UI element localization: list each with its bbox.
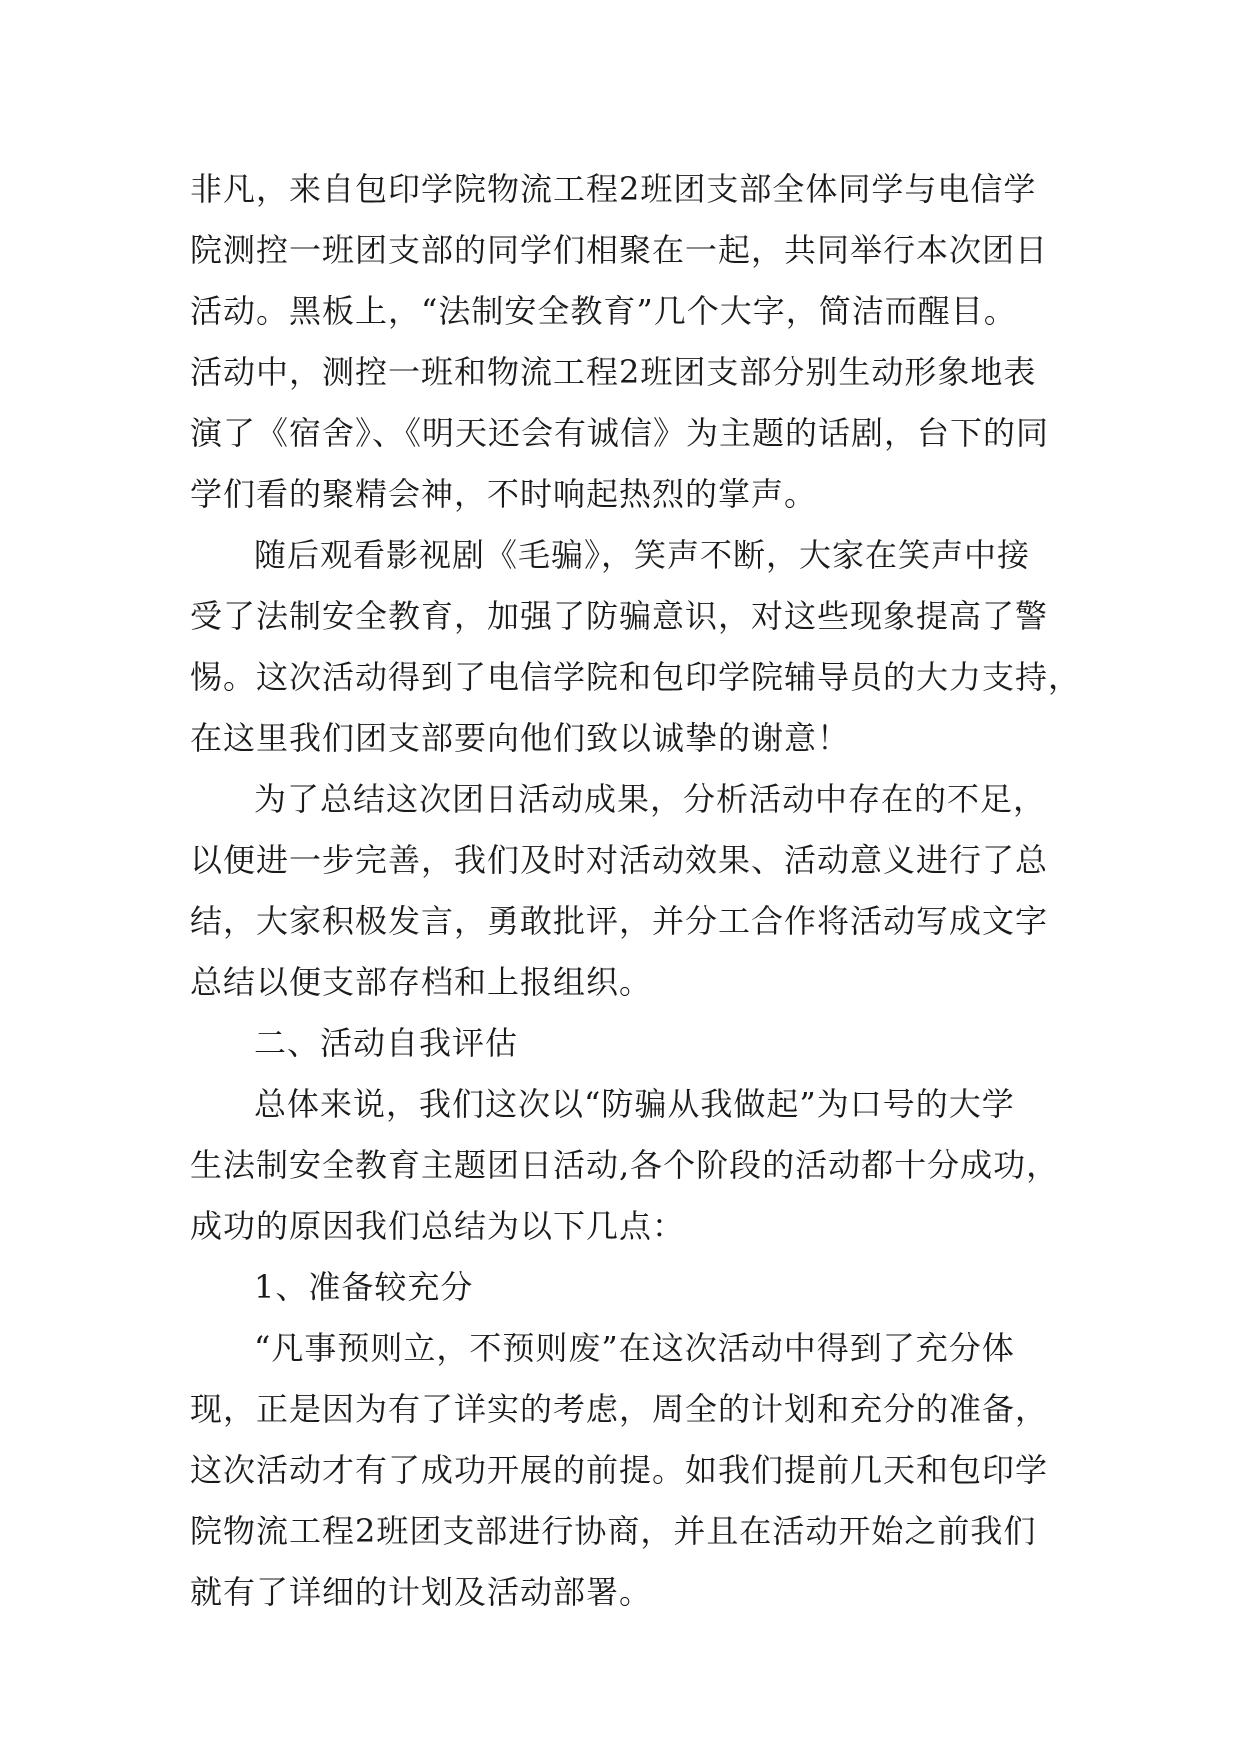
text-line: 为了总结这次团日活动成果，分析活动中存在的不足， xyxy=(254,780,1047,818)
text-line: 活动中，测控一班和物流工程2班团支部分别生动形象地表 xyxy=(190,353,1037,391)
text-line: 二、活动自我评估 xyxy=(254,1024,519,1062)
text-line: 总结以便支部存档和上报组织。 xyxy=(190,963,653,1001)
document-body xyxy=(190,159,1082,1623)
text-line: 院测控一班团支部的同学们相聚在一起，共同举行本次团日 xyxy=(190,231,1049,269)
text-line: 就有了详细的计划及活动部署。 xyxy=(190,1573,653,1611)
text-line: 随后观看影视剧《毛骗》，笑声不断，大家在笑声中接 xyxy=(254,536,1031,574)
text-line: 在这里我们团支部要向他们致以诚挚的谢意！ xyxy=(190,719,851,757)
text-line: 以便进一步完善，我们及时对活动效果、活动意义进行了总 xyxy=(190,841,1049,879)
text-line: 1、准备较充分 xyxy=(254,1268,474,1306)
text-line: 活动。黑板上，“法制安全教育”几个大字，简洁而醒目。 xyxy=(190,292,1017,330)
text-line: 受了法制安全教育，加强了防骗意识，对这些现象提高了警 xyxy=(190,597,1049,635)
text-line: 这次活动才有了成功开展的前提。如我们提前几天和包印学 xyxy=(190,1451,1049,1489)
text-line: 演了《宿舍》、《明天还会有诚信》为主题的话剧，台下的同 xyxy=(190,414,1050,452)
text-line: 生法制安全教育主题团日活动,各个阶段的活动都十分成功， xyxy=(190,1146,1060,1184)
text-line: 院物流工程2班团支部进行协商，并且在活动开始之前我们 xyxy=(190,1512,1037,1550)
text-line: “凡事预则立，不预则废”在这次活动中得到了充分体 xyxy=(254,1329,1015,1367)
text-line: 学们看的聚精会神，不时响起热烈的掌声。 xyxy=(190,475,818,513)
text-line: 非凡，来自包印学院物流工程2班团支部全体同学与电信学 xyxy=(190,170,1037,208)
text-line: 现，正是因为有了详实的考虑，周全的计划和充分的准备， xyxy=(190,1390,1049,1428)
text-line: 成功的原因我们总结为以下几点： xyxy=(190,1207,686,1245)
text-line: 总体来说，我们这次以“防骗从我做起”为口号的大学 xyxy=(254,1085,1015,1123)
text-line: 结，大家积极发言，勇敢批评，并分工合作将活动写成文字 xyxy=(190,902,1049,940)
text-line: 惕。这次活动得到了电信学院和包印学院辅导员的大力支持， xyxy=(190,658,1082,696)
